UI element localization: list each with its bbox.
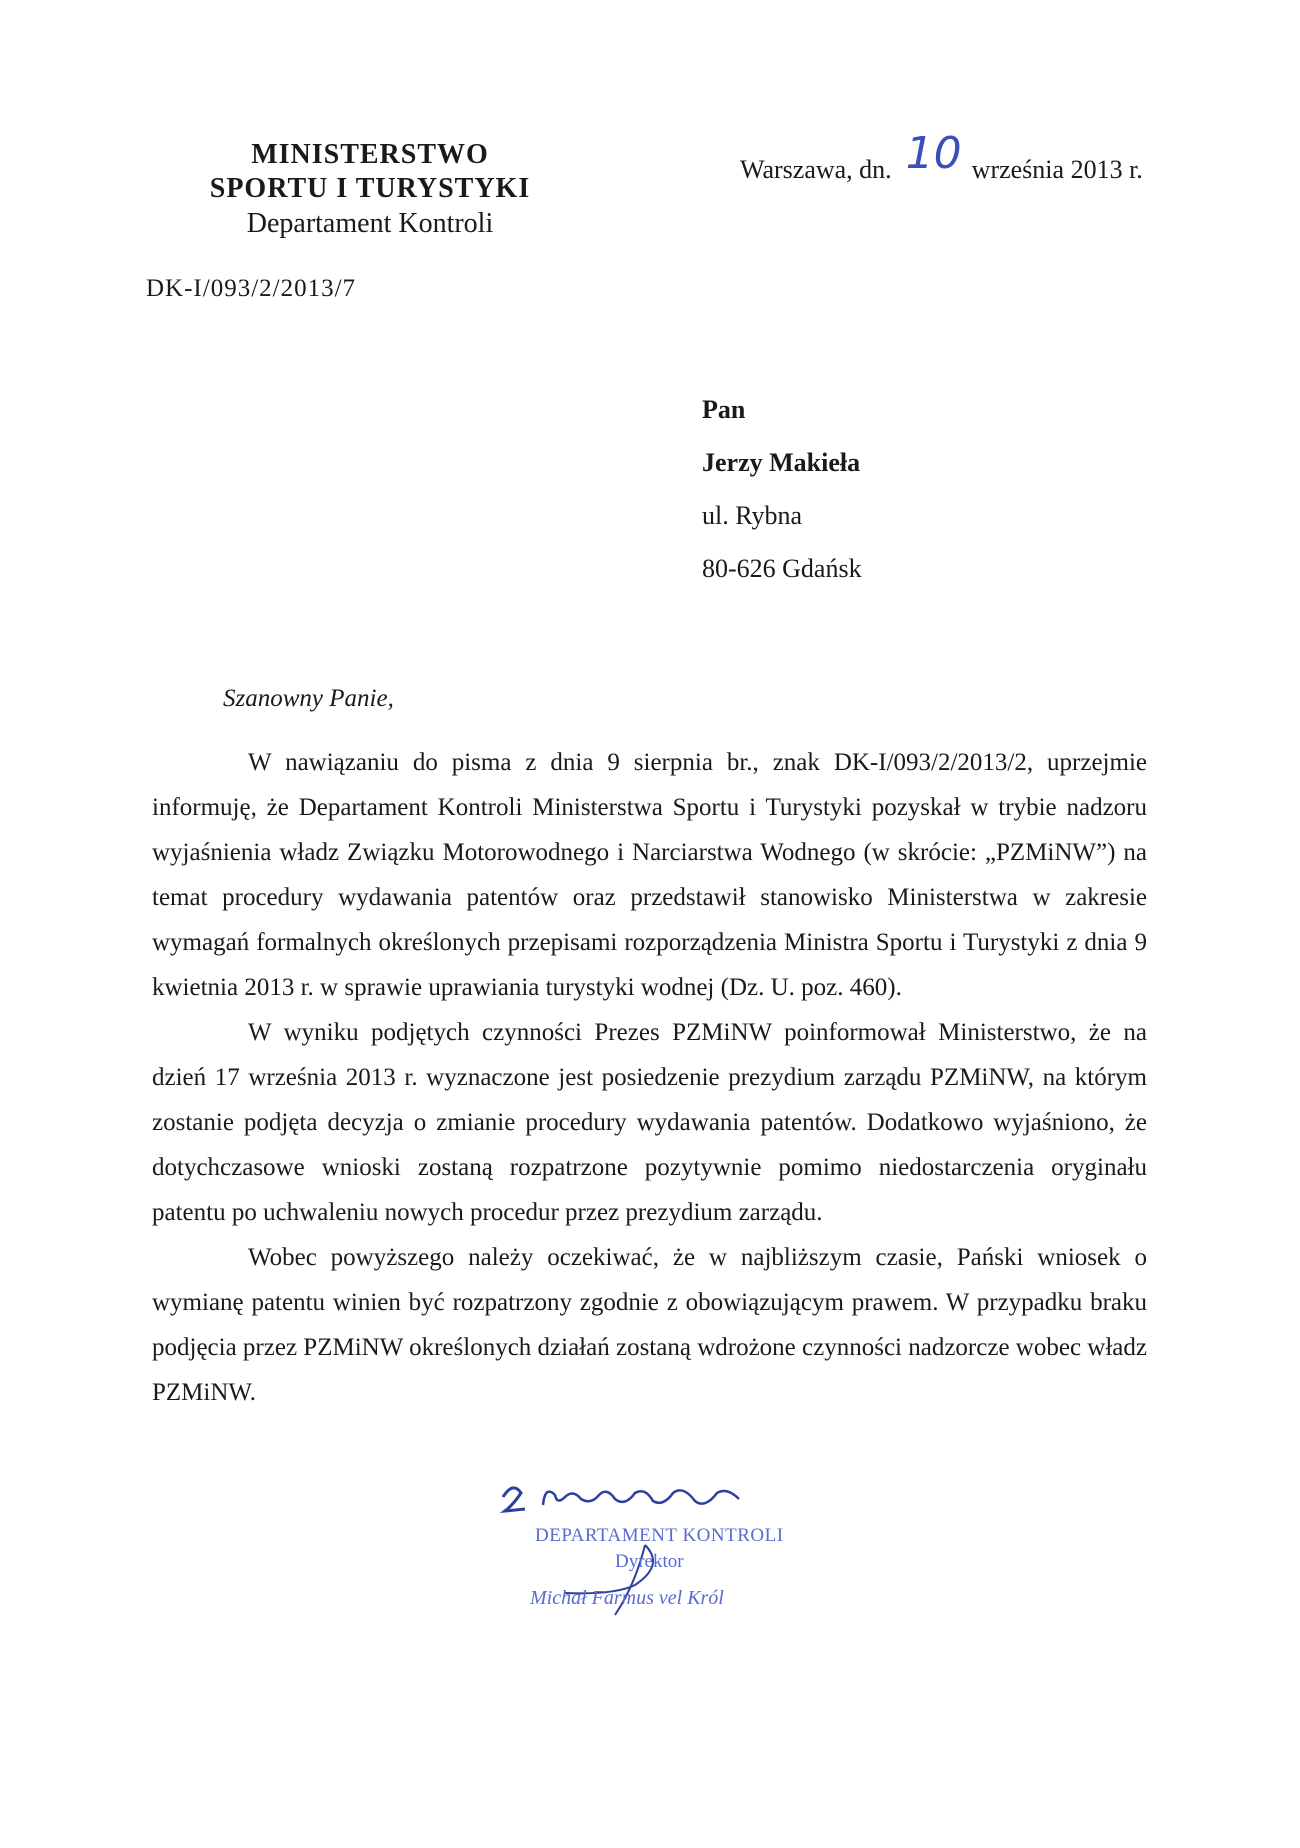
department-name: Departament Kontroli xyxy=(246,208,494,239)
recipient-street: ul. Rybna xyxy=(702,501,803,530)
recipient-city: 80-626 Gdańsk xyxy=(702,554,862,583)
paragraph-1: W nawiązaniu do pisma z dnia 9 sierpnia br., znak DK-I/093/2/2013/2, uprzejmie informuję, że Departament Kontroli Ministerstwa Sportu i Turystyki pozyskał w trybie nadzoru wyjaśnienia władz Związku Motorowodnego i Narciarstwa Wodnego (w skrócie: „PZMiNW”) na temat procedury wydawania patentów oraz przedstawił stanowisko Ministerstwa w zakresie wymagań formalnych określonych przepisami rozporządzenia Ministra Sportu i Turystyki z dnia 9 kwietnia 2013 r. w sprawie uprawiania turystyki wodnej (Dz. U. poz. 460). xyxy=(152,749,1147,1001)
stamp-department: DEPARTAMENT KONTROLI xyxy=(535,1525,784,1546)
place-prefix: Warszawa, dn. xyxy=(740,155,892,184)
paragraph-2: W wyniku podjętych czynności Prezes PZMiNW poinformował Ministerstwo, że na dzień 17 września 2013 r. wyznaczone jest posiedzenie prezydium zarządu PZMiNW, na którym zostanie podjęta decyzja o zmianie procedury wydawania patentów. Dodatkowo wyjaśniono, że dotychczasowe wnioski zostaną rozpatrzone pozytywnie pomimo niedostarczenia oryginału patentu po uchwaleniu nowych procedur przez prezydium zarządu. xyxy=(152,1019,1147,1226)
ministry-header xyxy=(190,138,550,242)
letter-body xyxy=(152,740,1147,1415)
ministry-name-line1: MINISTERSTWO xyxy=(251,139,489,170)
date-suffix: września 2013 r. xyxy=(971,155,1143,184)
handwritten-day: 10 xyxy=(905,128,962,179)
paragraph-3: Wobec powyższego należy oczekiwać, że w najbliższym czasie, Pański wniosek o wymianę patentu winien być rozpatrzony zgodnie z obowiązującym prawem. W przypadku braku podjęcia przez PZMiNW określonych działań zostaną wdrożone czynności nadzorcze wobec władz PZMiNW. xyxy=(152,1244,1147,1406)
stamp-name: Michał Farmus vel Król xyxy=(530,1587,724,1609)
recipient-title: Pan xyxy=(702,395,746,424)
stamp-role: Dyrektor xyxy=(615,1551,684,1572)
signature-block xyxy=(495,1475,784,1635)
reference-number: DK-I/093/2/2013/7 xyxy=(146,275,357,302)
recipient-name: Jerzy Makieła xyxy=(702,448,861,477)
salutation: Szanowny Panie, xyxy=(223,685,394,712)
recipient-address xyxy=(702,395,862,607)
ministry-name-line2: SPORTU I TURYSTYKI xyxy=(209,173,531,204)
place-and-date xyxy=(740,128,1143,189)
